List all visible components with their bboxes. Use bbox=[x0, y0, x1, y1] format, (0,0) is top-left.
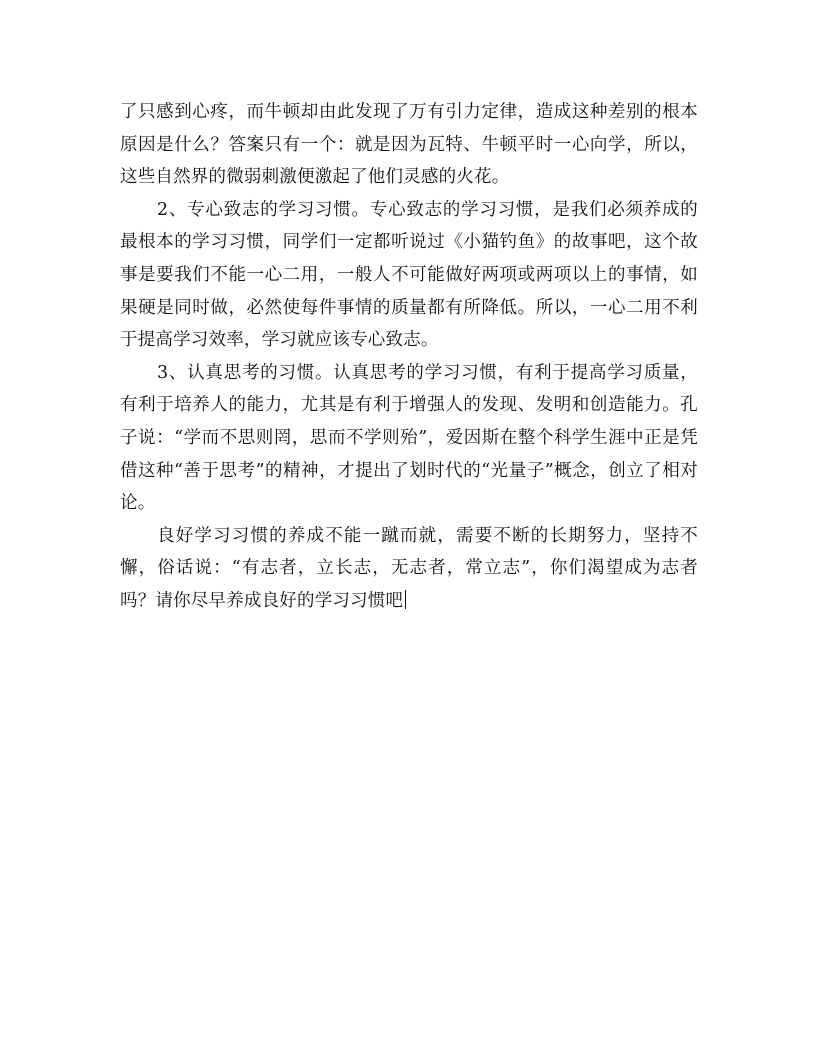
paragraph-habit-3-thinking: 3、认真思考的习惯。认真思考的学习习惯，有利于提高学习质量，有利于培养人的能力，尤其是有利于增强人的发现、发明和创造能力。孔子说：“学而不思则罔，思而不学则殆”，爱因斯在整个科学生涯中正是凭借这种“善于思考”的精神，才提出了划时代的“光量子”概念，创立了相对论。 bbox=[120, 362, 698, 514]
document-body[interactable] bbox=[120, 96, 698, 618]
paragraph-conclusion bbox=[120, 520, 698, 618]
text-cursor bbox=[405, 590, 406, 609]
paragraph-habit-2-focus: 2、专心致志的学习习惯。专心致志的学习习惯，是我们必须养成的最根本的学习习惯，同学们一定都听说过《小猫钓鱼》的故事吧，这个故事是要我们不能一心二用，一般人不可能做好两项或两项以上的事情，如果硬是同时做，必然使每件事情的质量都有所降低。所以，一心二用不利于提高学习效率，学习就应该专心致志。 bbox=[120, 199, 698, 351]
paragraph-continuation: 了只感到心疼，而牛顿却由此发现了万有引力定律，造成这种差别的根本原因是什么？答案只有一个：就是因为瓦特、牛顿平时一心向学，所以，这些自然界的微弱刺激便激起了他们灵感的火花。 bbox=[120, 102, 698, 188]
paragraph-conclusion-text: 良好学习习惯的养成不能一蹴而就，需要不断的长期努力，坚持不懈，俗话说：“有志者，立长志，无志者，常立志”，你们渴望成为志者吗？请你尽早养成良好的学习习惯吧 bbox=[120, 525, 698, 611]
